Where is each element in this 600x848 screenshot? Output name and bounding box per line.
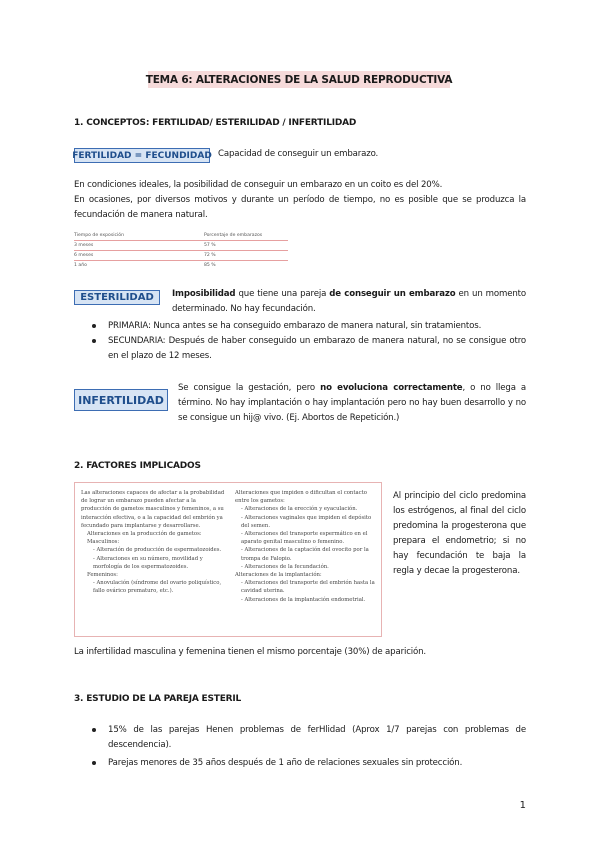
esterilidad-definition: Imposibilidad que tiene una pareja de conseguir un embarazo en un momento determinado. No hay fecundación.: [172, 289, 526, 314]
figure-right-column: Alteraciones que impiden o dificultan el contacto entre los gametos: - Alteraciones de la erección y eyaculación. - Alteraciones vaginales que impiden el depósito del semen. - Alteraciones del transporte espermático en el aparato genital masculino o femenino. - Alteraciones de la captación del ovocito por la trompa de Falopio. - Alteraciones de la fecundación. Alteraciones de la implantación: - Alteraciones del transporte del embrión hasta la cavidad uterina. - Alteraciones de la implantación endometrial.: [235, 490, 375, 603]
section-heading-conceptos: 1. CONCEPTOS: FERTILIDAD/ ESTERILIDAD / INFERTILIDAD: [74, 118, 357, 128]
page-title: TEMA 6: ALTERACIONES DE LA SALUD REPRODUCTIVA: [148, 71, 450, 88]
ciclo-side-text: Al principio del ciclo predomina los estrógenos, al final del ciclo predomina la progesterona que prepara el endometrio; si no hay fecundación te baja la regla y decae la progesterona.: [393, 491, 526, 576]
table-header: Tiempo de exposición Porcentaje de embarazos: [74, 231, 288, 241]
paragraph-line-2: En ocasiones, por diversos motivos y durante un período de tiempo, no es posible que se produzca la fecundación de manera natural.: [74, 195, 526, 220]
section-heading-estudio: 3. ESTUDIO DE LA PAREJA ESTERIL: [74, 694, 242, 704]
list-item: SECUNDARIA: Después de haber conseguido un embarazo de manera natural, no se consigue otro en el plazo de 12 meses.: [86, 334, 526, 364]
table-row: 6 meses 72 %: [74, 251, 288, 261]
estudio-list: [86, 723, 526, 771]
infertilidad-definition: Se consigue la gestación, pero no evoluciona correctamente, o no llega a término. No hay implantación o hay implantación pero no hay buen desarrollo y no se consigue un hij@ vivo. (Ej. Abortos de Repetición.): [178, 383, 526, 423]
factors-figure: [74, 482, 382, 637]
esterilidad-types-list: [86, 319, 526, 364]
fertilidad-definition: Capacidad de conseguir un embarazo.: [218, 149, 379, 159]
paragraph-condiciones: [74, 178, 526, 223]
esterilidad-label: ESTERILIDAD: [74, 290, 160, 305]
section-heading-factores: 2. FACTORES IMPLICADOS: [74, 461, 201, 471]
figure-left-column: Las alteraciones capaces de afectar a la probabilidad de lograr un embarazo pueden afectar a la producción de gametos masculinos y femeninos, a su interacción efectiva, o a la capacidad del embrión ya fecundado para implantarse y desarrollarse. Alteraciones en la producción de gametos: Masculinos: - Alteración de producción de espermatozoides. - Alteraciones en su número, movilidad y morfología de los espermatozoides. Femeninos: - Anovulación (síndrome del ovario poliquístico, fallo ovárico prematuro, etc.).: [81, 490, 225, 595]
pregnancy-table: [74, 231, 288, 270]
infertilidad-note: La infertilidad masculina y femenina tienen el mismo porcentaje (30%) de aparición.: [74, 647, 427, 657]
list-item: PRIMARIA: Nunca antes se ha conseguido embarazo de manera natural, sin tratamientos.: [86, 319, 526, 334]
list-item: Parejas menores de 35 años después de 1 año de relaciones sexuales sin protección.: [86, 756, 526, 771]
infertilidad-label: INFERTILIDAD: [74, 389, 168, 411]
page-number: 1: [519, 800, 526, 811]
table-row: 3 meses 57 %: [74, 241, 288, 251]
list-item: 15% de las parejas Henen problemas de ferHlidad (Aprox 1/7 parejas con problemas de descendencia).: [86, 723, 526, 753]
table-row: 1 año 85 %: [74, 263, 216, 268]
fertilidad-label: FERTILIDAD = FECUNDIDAD: [74, 148, 210, 163]
paragraph-line-1: En condiciones ideales, la posibilidad de conseguir un embarazo en un coito es del 20%.: [74, 180, 443, 190]
